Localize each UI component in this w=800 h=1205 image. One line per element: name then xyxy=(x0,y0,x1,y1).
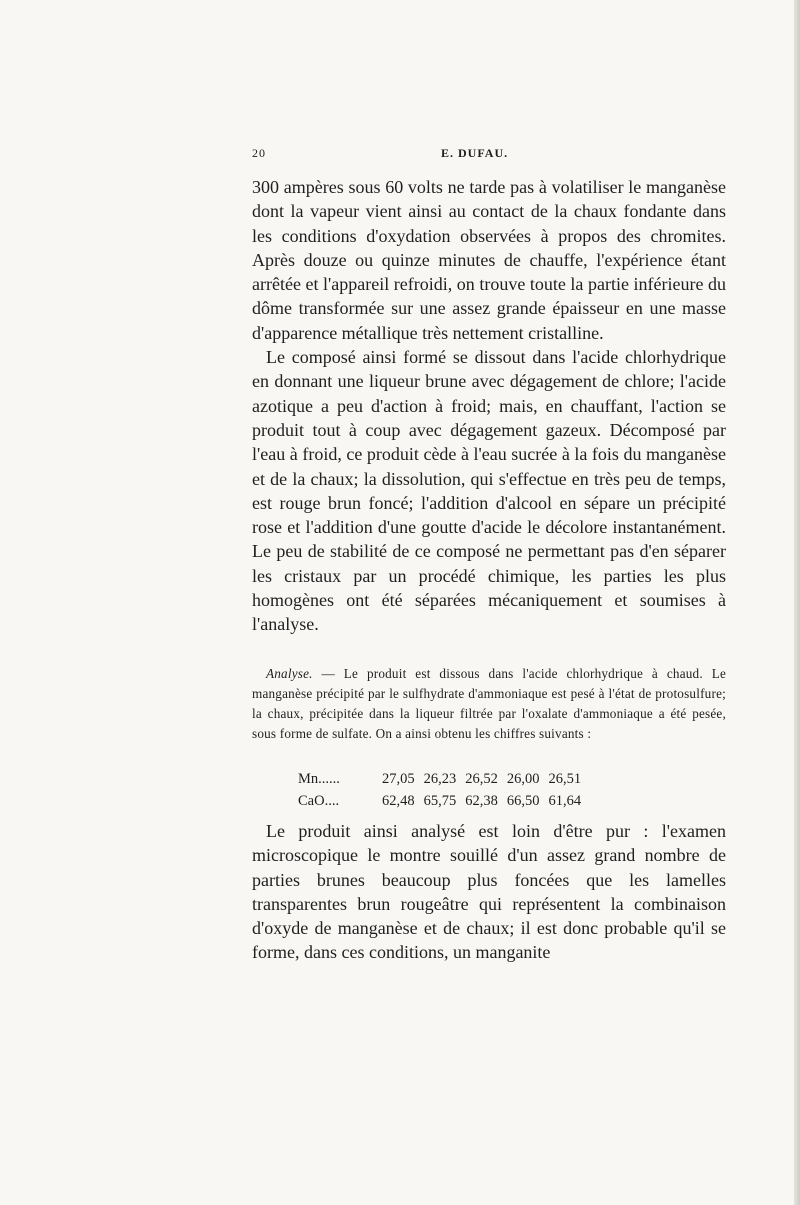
row-label: CaO.... xyxy=(298,793,340,809)
paragraph-composition: Le composé ainsi formé se dissout dans l'acide chlorhydrique en donnant une liqueur brune avec dégagement de chlore; l'acide azotique a peu d'action à froid; mais, en chauffant, l'action se produit tout à coup avec dégagement gazeux. Décomposé par l'eau à froid, ce produit cède à l'eau sucrée à la fois du manganèse et de la chaux; la dissolution, qui s'effectue en très peu de temps, est rouge brun foncé; l'addition d'alcool en sépare un précipité rose et l'addition d'une goutte d'acide le décolore instantanément. Le peu de stabilité de ce composé ne permettant pas d'en séparer les cristaux par un procédé chimique, les parties les plus homogènes ont été séparées mécaniquement et soumises à l'analyse. xyxy=(252,347,726,635)
analyse-lead: Analyse. xyxy=(266,666,313,681)
row-label: Mn...... xyxy=(298,771,340,787)
table-cell: 27,05 xyxy=(382,771,415,787)
body-text xyxy=(252,175,726,637)
table-cell: 62,48 xyxy=(382,793,415,809)
paragraph-continuation: 300 ampères sous 60 volts ne tarde pas à volatiliser le manganèse dont la vapeur vient ainsi au contact de la chaux fondante dans les conditions d'oxydation observées à propos des chromites. Après douze ou quinze minutes de chauffe, l'expérience étant arrêtée et l'appareil refroidi, on trouve toute la partie inférieure du dôme transformée sur une assez grande épaisseur en une masse d'apparence métallique très nettement cristalline. xyxy=(252,177,726,343)
analyse-note xyxy=(252,664,726,744)
running-head: E. DUFAU. xyxy=(441,146,509,160)
table-cell: 26,00 xyxy=(506,771,540,787)
analyse-paragraph xyxy=(252,664,726,744)
page-number: 20 xyxy=(252,146,266,160)
analysis-results-table xyxy=(298,768,590,812)
table-cell: 26,52 xyxy=(465,771,498,787)
table-row xyxy=(298,768,590,790)
table-cell: 62,38 xyxy=(465,793,498,809)
table-cell: 65,75 xyxy=(423,793,457,809)
page-header xyxy=(252,146,540,166)
analyse-text: — Le produit est dissous dans l'acide chlorhydrique à chaud. Le manganèse précipité par le sulfhydrate d'ammoniaque est pesé à l'état de protosulfure; la chaux, précipitée dans la liqueur filtrée par l'oxalate d'ammoniaque a été pesée, sous forme de sulfate. On a ainsi obtenu les chiffres suivants : xyxy=(252,666,726,741)
table-cell: 26,23 xyxy=(423,771,457,787)
table-cell: 61,64 xyxy=(548,793,582,809)
paragraph-closing: Le produit ainsi analysé est loin d'être pur : l'examen microscopique le montre souillé d'un assez grand nombre de parties brunes beaucoup plus foncées que les lamelles transparentes brun rougeâtre qui représentent la combinaison d'oxyde de manganèse et de chaux; il est donc probable qu'il se forme, dans ces conditions, un manganite xyxy=(252,821,726,963)
table-row xyxy=(298,790,590,812)
table-cell: 26,51 xyxy=(548,771,582,787)
table-cell: 66,50 xyxy=(506,793,540,809)
closing-text xyxy=(252,819,726,965)
page-edge xyxy=(794,0,800,1205)
